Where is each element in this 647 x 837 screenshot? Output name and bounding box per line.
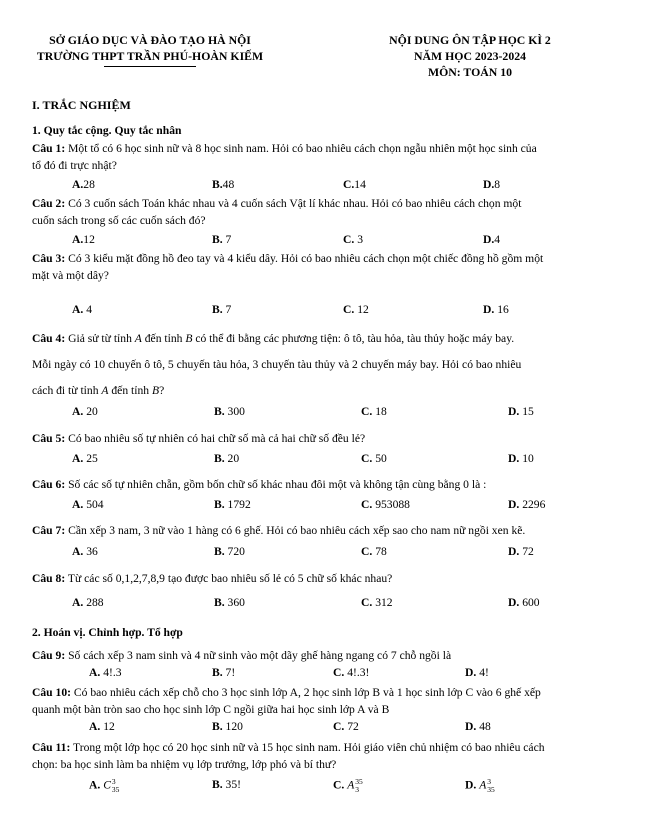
option-c[interactable]: C. A 35 3 (333, 777, 363, 794)
option-a[interactable]: A. 20 (72, 405, 98, 418)
option-c[interactable]: C. 78 (361, 545, 387, 558)
question-label: Câu 11: (32, 741, 71, 754)
header-right-line1: NỘI DUNG ÔN TẬP HỌC KÌ 2 (389, 33, 551, 47)
question-7 (32, 522, 622, 539)
arrangement-symbol: A (347, 778, 355, 792)
answer-options (0, 233, 647, 249)
option-c[interactable]: C. 4!.3! (333, 666, 370, 679)
header-right-line2: NĂM HỌC 2023-2024 (413, 49, 527, 63)
section-title: I. TRẮC NGHIỆM (32, 98, 131, 112)
answer-options (0, 452, 647, 468)
option-b[interactable]: B. 7! (212, 666, 236, 679)
option-b[interactable]: B. 7 (212, 303, 232, 316)
option-d[interactable]: D. 4! (465, 666, 489, 679)
question-11 (32, 739, 622, 773)
option-b[interactable]: B. 720 (214, 545, 245, 558)
math-indices: 35 3 (355, 777, 363, 794)
question-label: Câu 7: (32, 524, 66, 537)
option-b[interactable]: B. 1792 (214, 498, 251, 511)
option-a[interactable]: A.12 (72, 233, 95, 246)
variable-b: B (151, 384, 160, 397)
question-text: Trong một lớp học có 20 học sinh nữ và 15 học sinh nam. Hỏi giáo viên chủ nhiệm có bao nhiêu cách (73, 741, 545, 754)
question-text: chọn: ba học sinh làm ba nhiệm vụ lớp trưởng, lớp phó và bí thư? (32, 758, 337, 771)
option-d[interactable]: D.4 (483, 233, 501, 246)
question-label: Câu 4: (32, 332, 66, 345)
answer-options (0, 778, 647, 800)
option-b[interactable]: B. 7 (212, 233, 232, 246)
option-d[interactable]: D. A 3 35 (465, 777, 495, 794)
question-label: Câu 6: (32, 478, 66, 491)
question-label: Câu 10: (32, 686, 71, 699)
option-c[interactable]: C. 12 (343, 303, 369, 316)
option-c[interactable]: C.14 (343, 178, 366, 191)
question-text: Có 3 kiểu mặt đồng hồ đeo tay và 4 kiểu dây. Hỏi có bao nhiêu cách chọn một chiếc đồng hồ gồm một (68, 252, 544, 265)
option-b[interactable]: B. 300 (214, 405, 245, 418)
question-text: đến tỉnh (108, 384, 152, 397)
option-b[interactable]: B. 35! (212, 778, 242, 791)
option-b[interactable]: B. 20 (214, 452, 240, 465)
option-d[interactable]: D. 15 (508, 405, 534, 418)
question-10 (32, 684, 622, 718)
answer-options (0, 303, 647, 319)
answer-options (0, 720, 647, 736)
question-text: Số các số tự nhiên chẵn, gồm bốn chữ số khác nhau đôi một và không tận cùng bằng 0 là : (68, 478, 487, 491)
variable-a: A (134, 332, 142, 345)
option-c[interactable]: C. 18 (361, 405, 387, 418)
question-2 (32, 195, 622, 229)
question-4 (32, 326, 622, 404)
option-a[interactable]: A. 4 (72, 303, 92, 316)
question-text: Từ các số 0,1,2,7,8,9 tạo được bao nhiêu số lẻ có 5 chữ số khác nhau? (67, 572, 393, 585)
question-text: quanh một bàn tròn sao cho học sinh lớp C ngồi giữa hai học sinh lớp A và B (32, 703, 390, 716)
question-label: Câu 2: (32, 197, 66, 210)
option-d[interactable]: D. 10 (508, 452, 534, 465)
question-label: Câu 3: (32, 252, 66, 265)
question-label: Câu 1: (32, 142, 66, 155)
question-text: cách đi từ tỉnh (32, 384, 102, 397)
question-text: Một tổ có 6 học sinh nữ và 8 học sinh nam. Hỏi có bao nhiêu cách chọn ngẫu nhiên một học sinh của (68, 142, 537, 155)
option-d[interactable]: D. 600 (508, 596, 540, 609)
question-3 (32, 250, 622, 284)
combination-symbol: C (103, 778, 111, 792)
option-d[interactable]: D. 72 (508, 545, 534, 558)
question-text: Số cách xếp 3 nam sinh và 4 nữ sinh vào một dãy ghế hàng ngang có 7 chỗ ngồi là (68, 649, 452, 662)
question-label: Câu 9: (32, 649, 66, 662)
option-a[interactable]: A. 4!.3 (89, 666, 122, 679)
option-c[interactable]: C. 72 (333, 720, 359, 733)
option-b[interactable]: B.48 (212, 178, 235, 191)
question-text: Có bao nhiêu cách xếp chỗ cho 3 học sinh lớp A, 2 học sinh lớp B và 1 học sinh lớp C vào 6 ghế xếp (73, 686, 541, 699)
question-text: Có 3 cuốn sách Toán khác nhau và 4 cuốn sách Vật lí khác nhau. Hỏi có bao nhiêu cách chọn một (68, 197, 522, 210)
answer-options (0, 596, 647, 612)
option-a[interactable]: A. 288 (72, 596, 104, 609)
question-text: Giả sử từ tỉnh (68, 332, 135, 345)
option-b[interactable]: B. 120 (212, 720, 243, 733)
option-a[interactable]: A.28 (72, 178, 95, 191)
question-text: tổ đó đi trực nhật? (32, 159, 117, 172)
option-d[interactable]: D.8 (483, 178, 501, 191)
option-c[interactable]: C. 3 (343, 233, 363, 246)
question-5 (32, 430, 622, 447)
option-d[interactable]: D. 16 (483, 303, 509, 316)
answer-options (0, 545, 647, 561)
question-text: Cần xếp 3 nam, 3 nữ vào 1 hàng có 6 ghế. Hỏi có bao nhiêu cách xếp sao cho nam nữ ngồi xen kẽ. (68, 524, 526, 537)
option-a[interactable]: A. 36 (72, 545, 98, 558)
question-1 (32, 140, 622, 174)
variable-b: B (185, 332, 193, 345)
answer-options (0, 405, 647, 421)
question-text: có thể đi bằng các phương tiện: ô tô, tàu hỏa, tàu thủy hoặc máy bay. (192, 332, 515, 345)
question-text: Có bao nhiêu số tự nhiên có hai chữ số mà cả hai chữ số đều lẻ? (68, 432, 366, 445)
answer-options (0, 178, 647, 194)
question-label: Câu 5: (32, 432, 66, 445)
option-a[interactable]: A. 25 (72, 452, 98, 465)
header-right-line3: MÔN: TOÁN 10 (427, 65, 513, 79)
question-8 (32, 570, 622, 587)
option-c[interactable]: C. 50 (361, 452, 387, 465)
question-text: Mỗi ngày có 10 chuyến ô tô, 5 chuyến tàu hỏa, 3 chuyến tàu thủy và 2 chuyến máy bay. Hỏi có bao nhiêu (32, 358, 522, 371)
math-indices: 3 35 (111, 777, 120, 794)
question-9 (32, 647, 622, 664)
header-left-line1: SỞ GIÁO DỤC VÀ ĐÀO TẠO HÀ NỘI (49, 33, 251, 47)
header-underline (104, 66, 196, 67)
question-label: Câu 8: (32, 572, 66, 585)
variable-a: A (101, 384, 109, 397)
option-a[interactable]: A. 12 (89, 720, 115, 733)
question-text: ? (159, 384, 165, 397)
answer-options (0, 666, 647, 682)
question-6 (32, 476, 622, 493)
header-left-line2: TRƯỜNG THPT TRẦN PHÚ-HOÀN KIẾM (36, 49, 264, 63)
arrangement-symbol: A (479, 778, 487, 792)
subsection-title-1: 1. Quy tắc cộng. Quy tắc nhân (32, 124, 182, 137)
math-indices: 3 35 (487, 777, 495, 794)
option-d[interactable]: D. 2296 (508, 498, 546, 511)
option-c[interactable]: C. 953088 (361, 498, 410, 511)
subsection-title-2: 2. Hoán vị. Chỉnh hợp. Tổ hợp (32, 626, 183, 639)
option-c[interactable]: C. 312 (361, 596, 393, 609)
option-a[interactable]: A. C 3 35 (89, 777, 120, 794)
option-d[interactable]: D. 48 (465, 720, 491, 733)
option-a[interactable]: A. 504 (72, 498, 104, 511)
question-text: cuốn sách trong số các cuốn sách đó? (32, 214, 206, 227)
option-b[interactable]: B. 360 (214, 596, 245, 609)
answer-options (0, 498, 647, 514)
question-text: mặt và một dây? (32, 269, 109, 282)
question-text: đến tỉnh (141, 332, 186, 345)
